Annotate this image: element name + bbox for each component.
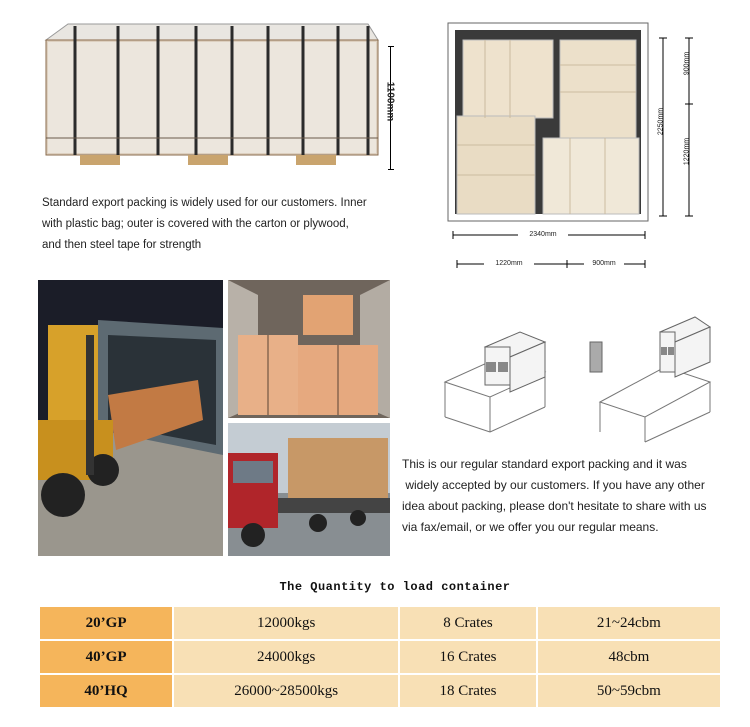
crates-cell: 8 Crates — [400, 607, 536, 639]
volume-cell: 50~59cbm — [538, 675, 720, 707]
container-top-view — [445, 20, 705, 275]
caption-line: with plastic bag; outer is covered with the carton or plywood, — [42, 218, 349, 230]
forklift-scene — [38, 280, 223, 556]
container-isometric-sketch — [440, 312, 720, 444]
dim-label-2340: 2340mm — [518, 231, 568, 238]
volume-cell: 48cbm — [538, 641, 720, 673]
volume-cell: 21~24cbm — [538, 607, 720, 639]
table-row — [40, 607, 720, 639]
container-type: 40’HQ — [40, 675, 172, 707]
dim-label-2250-vertical: 2250mm — [657, 107, 665, 136]
container-type: 20’GP — [40, 607, 172, 639]
note-line: via fax/email, or we offer you our regular means. — [402, 520, 659, 534]
dim-label-900-vertical: 900mm — [683, 51, 691, 76]
container-type: 40’GP — [40, 641, 172, 673]
note-line: This is our regular standard export packing and it was — [402, 457, 687, 471]
crates-cell: 16 Crates — [400, 641, 536, 673]
note-line: idea about packing, please don't hesitate to share with us — [402, 499, 707, 513]
crate-packing-photo — [38, 18, 388, 168]
dim-label-1220-horizontal: 1220mm — [484, 260, 534, 267]
table-row — [40, 641, 720, 673]
height-dimension-label: 1100mm — [384, 81, 396, 122]
packing-caption — [42, 193, 402, 256]
weight-cell: 12000kgs — [174, 607, 398, 639]
table-row — [40, 675, 720, 707]
crate-loading-sketch — [440, 312, 720, 444]
caption-line: and then steel tape for strength — [42, 239, 202, 251]
dim-label-1220-vertical: 1220mm — [683, 137, 691, 166]
caption-line: Standard export packing is widely used for our customers. Inner — [42, 197, 367, 209]
note-line: widely accepted by our customers. If you have any other — [402, 478, 705, 492]
crate-packing-illustration — [38, 18, 388, 168]
container-interior-photo — [228, 280, 390, 418]
container-interior-scene — [228, 280, 390, 418]
truck-transport-photo — [228, 423, 390, 556]
truck-scene — [228, 423, 390, 556]
container-load-diagram — [445, 20, 705, 275]
forklift-loading-photo — [38, 280, 223, 556]
dim-label-900-horizontal: 900mm — [584, 260, 624, 267]
table-title: The Quantity to load container — [279, 580, 511, 594]
packing-note — [402, 454, 742, 538]
weight-cell: 24000kgs — [174, 641, 398, 673]
weight-cell: 26000~28500kgs — [174, 675, 398, 707]
container-quantity-table — [38, 605, 722, 709]
crates-cell: 18 Crates — [400, 675, 536, 707]
